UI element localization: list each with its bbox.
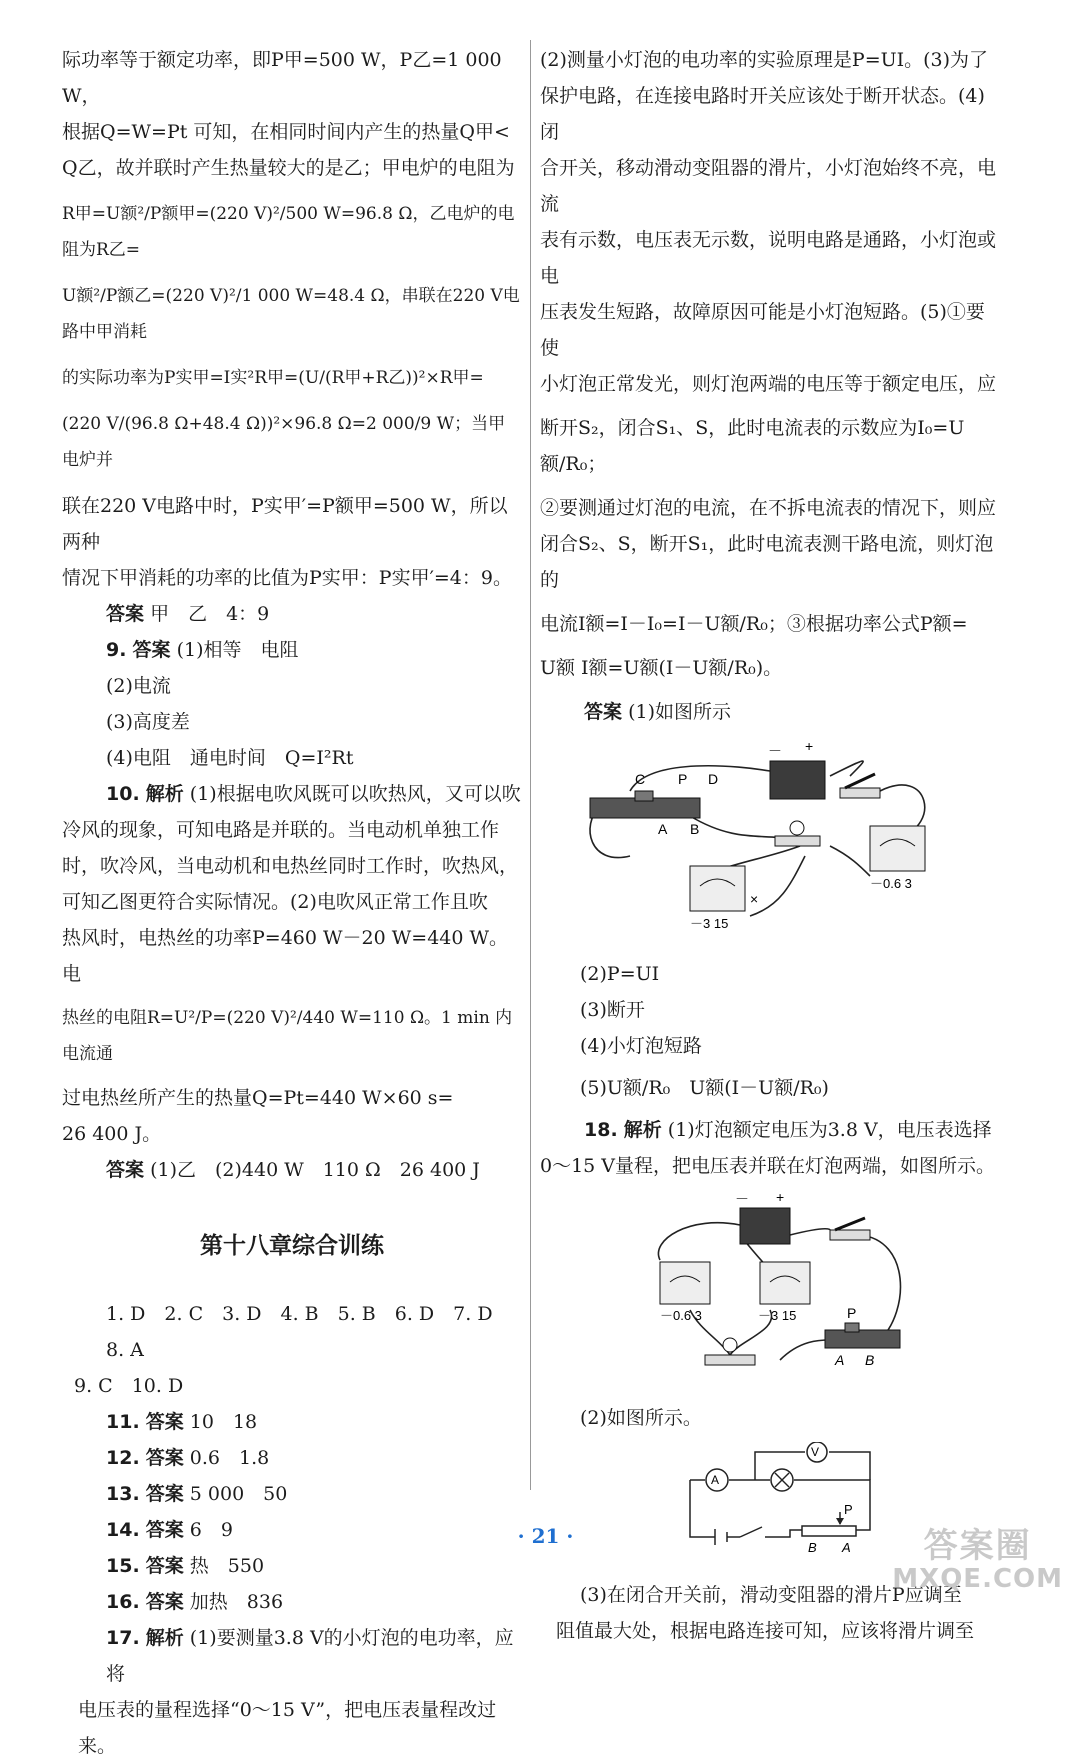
text-line: 0～15 V量程，把电压表并联在灯泡两端，如图所示。 [540,1155,996,1177]
answer-label: 答案 [132,639,171,661]
switch [830,1218,870,1240]
answer-16 [62,1584,522,1620]
multiple-choice-answers: 9. C 10. D [74,1375,184,1397]
answer-text: (1)如图所示 [628,701,731,723]
question-10 [62,776,522,812]
multiple-choice-answers: 1. D 2. C 3. D 4. B 5. B 6. D 7. D 8. A [106,1303,512,1361]
q17-answer-item1 [540,694,1002,730]
text-line: Q乙，故并联时产生热量较大的是乙；甲电炉的电阻为 [62,157,515,179]
bulb [705,1338,755,1365]
question-number: 14. [106,1519,140,1541]
answer-item: (2)P=UI [580,963,660,985]
voltmeter [760,1262,810,1304]
answer-label: 答案 [145,1519,184,1541]
answer-item: (4)电阻 通电时间 Q=I²Rt [106,747,354,769]
text-line: (1)灯泡额定电压为3.8 V，电压表选择 [667,1119,992,1141]
answer-text: (1)相等 电阻 [176,639,299,661]
battery-minus-label: － [735,1191,749,1207]
question-number: 18. [584,1119,618,1141]
text-line: 热风时，电热丝的功率P=460 W－20 W=440 W。电 [62,927,509,985]
text-line: U额 I额=U额(I－U额/R₀)。 [540,657,783,679]
circuit-illustration-2 [540,1190,1000,1380]
text-line: 根据Q=W=Pt 可知，在相同时间内产生的热量Q甲< [62,121,510,143]
question-number: 17. [106,1627,140,1649]
text-line: 的实际功率为P实甲=I实²R甲=(U/(R甲+R乙))²×R甲= [62,368,484,388]
answer-label: 答案 [145,1411,184,1433]
terminal-label-c: C [635,771,646,787]
terminal-label-b: B [690,821,700,837]
answer-text: 热 550 [189,1555,265,1577]
answer-label: 答案 [106,1159,145,1181]
watermark-title: 答案圈 [923,1526,1032,1567]
answer-label: 答案 [106,603,145,625]
battery-plus-label: + [776,1190,785,1205]
question-number: 9. [106,639,127,661]
text-line: 压表发生短路，故障原因可能是小灯泡短路。(5)①要使 [540,301,985,359]
text-line: 过电热丝所产生的热量Q=Pt=440 W×60 s= [62,1087,454,1109]
circuit-illustration-1 [540,736,1000,936]
text-line: 冷风的现象，可知电路是并联的。当电动机单独工作 [62,819,500,841]
text-line: 保护电路，在连接电路时开关应该处于断开状态。(4)闭 [540,85,985,143]
text-line: 电流I额=I－I₀=I－U额/R₀；③根据功率公式P额= [540,613,968,635]
answer-text: 0.6 1.8 [189,1447,270,1469]
answer-item: (2)电流 [106,675,171,697]
answer-label: 答案 [145,1555,184,1577]
terminal-label-b: B [865,1352,875,1368]
question-18 [540,1112,1002,1148]
circuit-figure-2 [540,1190,1002,1392]
answer-text: (1)乙 (2)440 W 110 Ω 26 400 J [150,1159,480,1181]
circuit-figure-1 [540,736,1002,948]
text-line: 小灯泡正常发光，则灯泡两端的电压等于额定电压，应 [540,373,997,395]
answer-label: 答案 [584,701,623,723]
chapter-title: 第十八章综合训练 [200,1233,384,1259]
left-column [62,42,522,1764]
rheostat [590,791,700,818]
text-line: (220 V/(96.8 Ω+48.4 Ω))²×96.8 Ω=2 000/9 W；当甲电炉并 [62,414,506,470]
text-line: 际功率等于额定功率，即P甲=500 W，P乙=1 000 W， [62,49,502,107]
answer-item: (3)断开 [580,999,645,1021]
text-line: ②要测通过灯泡的电流，在不拆电流表的情况下，则应 [540,497,997,519]
slider-label-p: P [844,1502,853,1517]
answer-label: 答案 [145,1591,184,1613]
page-number: · 21 · [517,1524,574,1548]
voltmeter-range-label: －3 15 [758,1308,797,1323]
battery [770,761,825,799]
text-line: 电压表的量程选择“0～15 V”，把电压表量程改过来。 [78,1699,497,1757]
question-9 [62,632,522,668]
terminal-label-b: B [808,1540,817,1555]
terminal-label-a: A [835,1352,845,1368]
text-line: 时，吹冷风，当电动机和电热丝同时工作时，吹热风， [62,855,519,877]
text-line: 阻值最大处，根据电路连接可知，应该将滑片调至 [556,1620,975,1642]
battery-plus-label: + [805,738,814,754]
answer-11 [62,1404,522,1440]
battery [740,1208,790,1244]
column-divider [530,40,531,1490]
answer-text: 5 000 50 [189,1483,288,1505]
text-line: U额²/P额乙=(220 V)²/1 000 W=48.4 Ω，串联在220 V电路中甲消耗 [62,286,520,342]
analysis-label: 解析 [623,1119,662,1141]
answer-text: 甲 乙 4：9 [150,603,270,625]
answer-12 [62,1440,522,1476]
question-number: 13. [106,1483,140,1505]
question-number: 12. [106,1447,140,1469]
terminal-label-a: A [842,1540,851,1555]
terminal-label-p: P [678,771,688,787]
answer-text: 6 9 [189,1519,233,1541]
text-line: 联在220 V电路中时，P实甲′=P额甲=500 W，所以两种 [62,495,508,553]
question-number: 11. [106,1411,140,1433]
analysis-label: 解析 [145,783,184,805]
slider-label-p: P [847,1305,857,1321]
text-line: (1)要测量3.8 V的小灯泡的电功率，应将 [106,1627,514,1685]
text-line: 合开关，移动滑动变阻器的滑片，小灯泡始终不亮，电流 [540,157,997,215]
rheostat [825,1323,900,1348]
answer-label: 答案 [145,1483,184,1505]
watermark [892,1528,1063,1594]
ammeter-letter: A [711,1473,720,1487]
ammeter-range-label: －0.6 3 [660,1308,702,1323]
ammeter [660,1262,710,1304]
text-line: 闭合S₂、S，断开S₁，此时电流表测干路电流，则灯泡的 [540,533,994,591]
text-line: 热丝的电阻R=U²/P=(220 V)²/440 W=110 Ω。1 min 内电流通 [62,1008,513,1064]
ammeter-range-label: －0.6 3 [870,876,912,891]
text-line: 26 400 J。 [62,1123,162,1145]
answer-item: (5)U额/R₀ U额(I－U额/R₀) [580,1077,829,1099]
right-column [540,42,1002,1649]
text-line: R甲=U额²/P额甲=(220 V)²/500 W=96.8 Ω，乙电炉的电阻为R乙= [62,204,515,260]
text-line: 可知乙图更符合实际情况。(2)电吹风正常工作且吹 [62,891,488,913]
answer-item: (3)高度差 [106,711,190,733]
switch [840,774,880,798]
cross-mark: × [750,891,759,907]
question-17 [62,1620,522,1692]
analysis-label: 解析 [145,1627,184,1649]
battery-minus-label: － [768,743,782,759]
question-number: 10. [106,783,140,805]
terminal-label-d: D [708,771,719,787]
answer-text: 加热 836 [189,1591,284,1613]
watermark-url: MXQE.COM [892,1564,1063,1595]
bulb [775,821,820,846]
terminal-label-a: A [658,821,668,837]
voltmeter-range-label: －3 15 [690,916,729,931]
answer-item: (2)如图所示。 [580,1407,702,1429]
ammeter [870,826,925,871]
question-number: 16. [106,1591,140,1613]
question-number: 15. [106,1555,140,1577]
text-line: (1)根据电吹风既可以吹热风，又可以吹 [189,783,521,805]
voltmeter-letter: V [811,1445,820,1459]
answer-10 [62,1152,522,1188]
text-line: 表有示数，电压表无示数，说明电路是通路，小灯泡或电 [540,229,997,287]
text-line: (3)在闭合开关前，滑动变阻器的滑片P应调至 [580,1584,962,1606]
text-line: 断开S₂，闭合S₁、S，此时电流表的示数应为I₀=U额/R₀； [540,417,965,475]
answer-text: 10 18 [189,1411,258,1433]
text-line: 情况下甲消耗的功率的比值为P实甲：P实甲′=4：9。 [62,567,512,589]
answer-8 [62,596,522,632]
voltmeter [690,866,745,911]
answer-item: (4)小灯泡短路 [580,1035,702,1057]
text-line: (2)测量小灯泡的电功率的实验原理是P=UI。(3)为了 [540,49,989,71]
answer-label: 答案 [145,1447,184,1469]
answer-13 [62,1476,522,1512]
